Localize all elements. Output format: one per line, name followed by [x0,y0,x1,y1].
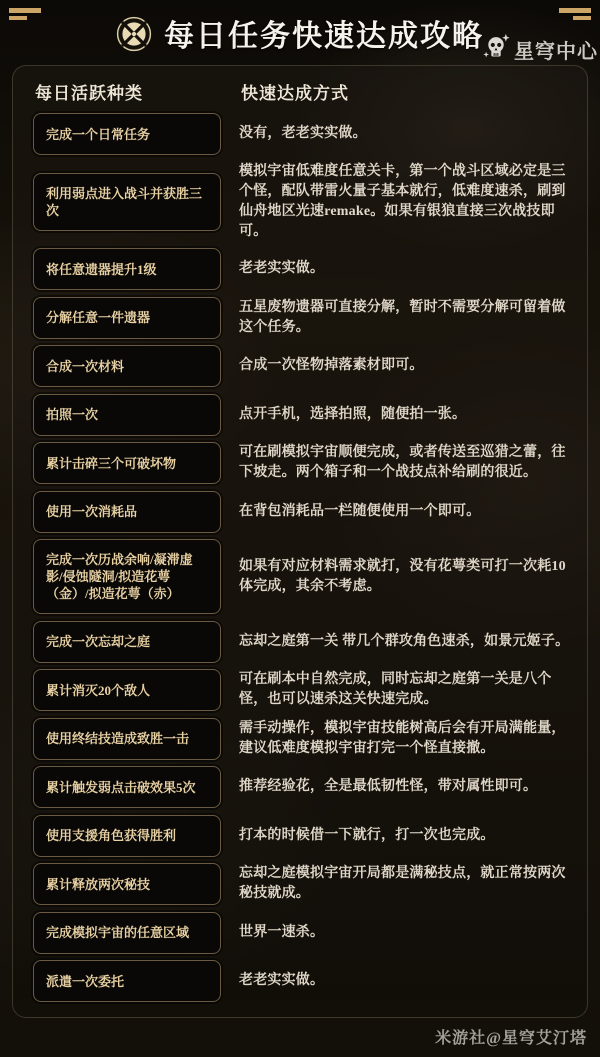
table-row [33,248,573,290]
table-row [33,491,573,533]
task-method-text: 模拟宇宙低难度任意关卡，第一个战斗区域必定是三个怪，配队带雷火量子基本就行，低难度速杀，刷到仙舟地区光速remake。如果有银狼直接三次战技即可。 [239,163,566,239]
task-method-text: 世界一速杀。 [239,924,325,940]
table-row [33,718,573,760]
logo-text: 星穹中心 [514,41,598,63]
task-name-label: 分解任意一件遗器 [46,310,151,325]
table-rows [33,113,573,1002]
task-name-box [33,173,221,231]
task-method-text: 可在刷本中自然完成，同时忘却之庭第一关是八个怪，也可以速杀这关快速完成。 [239,672,552,707]
task-name-label: 累计击碎三个可破坏物 [46,455,177,471]
table-row [33,621,573,663]
page-title: 每日任务快速达成攻略 [164,19,484,53]
task-name-box [33,442,221,484]
table-row [33,394,573,436]
task-name-box [33,718,221,760]
table-row [33,863,573,905]
task-method-text: 需手动操作，模拟宇宙技能树高后会有开局满能量，建议低难度模拟宇宙打完一个怪直接撤。 [239,720,566,756]
table-row [33,297,573,339]
task-name-box [33,960,221,1002]
task-name-label: 使用一次消耗品 [46,504,138,519]
task-method-text: 没有，老老实实做。 [239,126,367,141]
task-table-panel [12,65,588,1018]
task-name-label: 完成一次忘却之庭 [46,634,151,649]
task-name-label: 累计触发弱点击破效果5次 [46,779,196,795]
task-name-label: 派遣一次委托 [46,973,125,989]
star-dome-center-logo [481,32,598,67]
table-row [33,539,573,614]
task-name-label: 将任意遗器提升1级 [46,261,157,277]
task-name-box [33,912,221,954]
task-method-text: 老老实实做。 [239,261,325,276]
task-name-label: 利用弱点进入战斗并获胜三次 [46,185,203,218]
table-row [33,960,573,1002]
column-header-method: 快速达成方式 [241,84,349,103]
task-name-label: 使用终结技造成致胜一击 [46,731,190,746]
table-row [33,815,573,857]
task-name-label: 完成模拟宇宙的任意区域 [46,925,190,940]
task-name-label: 使用支援角色获得胜利 [46,828,177,843]
skull-icon [481,32,511,67]
task-name-box [33,297,221,339]
task-method-text: 打本的时候借一下就行，打一次也完成。 [239,827,495,843]
task-name-box [33,815,221,857]
task-name-label: 累计释放两次秘技 [46,876,151,892]
task-name-label: 完成一个日常任务 [46,126,151,142]
task-method-text: 可在刷模拟宇宙顺便完成，或者传送至巡猎之蕾，往下坡走。两个箱子和一个战技点补给刷的很近。 [239,445,566,480]
task-method-text: 推荐经验花，全是最低韧性怪，带对属性即可。 [239,779,538,794]
task-name-box [33,113,221,155]
task-method-text: 忘却之庭模拟宇宙开局都是满秘技点，就正常按两次秘技就成。 [239,866,566,901]
table-row [33,766,573,808]
table-row [33,669,573,711]
task-name-label: 合成一次材料 [46,358,125,374]
task-name-label: 完成一次历战余响/凝滞虚影/侵蚀隧洞/拟造花萼（金）/拟造花萼（赤） [46,552,193,601]
task-name-box [33,248,221,290]
task-name-box [33,394,221,436]
table-row [33,442,573,484]
task-name-box [33,669,221,711]
task-name-box [33,863,221,905]
task-method-text: 忘却之庭第一关 带几个群攻角色速杀，如景元姬子。 [239,633,570,649]
task-name-label: 拍照一次 [46,407,99,422]
task-name-box [33,491,221,533]
column-header-task-type: 每日活跃种类 [35,84,143,103]
table-row [33,345,573,387]
table-row [33,912,573,954]
task-method-text: 点开手机，选择拍照，随便拍一张。 [239,406,467,422]
task-method-text: 如果有对应材料需求就打，没有花萼类可打一次耗10体完成，其余不考虑。 [239,558,566,594]
daily-training-emblem-icon [116,16,152,52]
task-method-text: 老老实实做。 [239,973,325,988]
task-method-text: 在背包消耗品一栏随便使用一个即可。 [239,503,481,519]
task-name-box [33,539,221,614]
table-row [33,113,573,155]
header [0,0,600,65]
table-row [33,162,573,242]
watermark: 米游社@星穹艾汀塔 [435,1030,587,1047]
task-name-box [33,621,221,663]
table-column-headers [33,79,573,104]
task-method-text: 合成一次怪物掉落素材即可。 [239,358,424,373]
task-name-box [33,766,221,808]
task-name-label: 累计消灭20个敌人 [46,682,151,698]
task-method-text: 五星废物遗器可直接分解，暂时不需要分解可留着做这个任务。 [239,299,566,335]
task-name-box [33,345,221,387]
